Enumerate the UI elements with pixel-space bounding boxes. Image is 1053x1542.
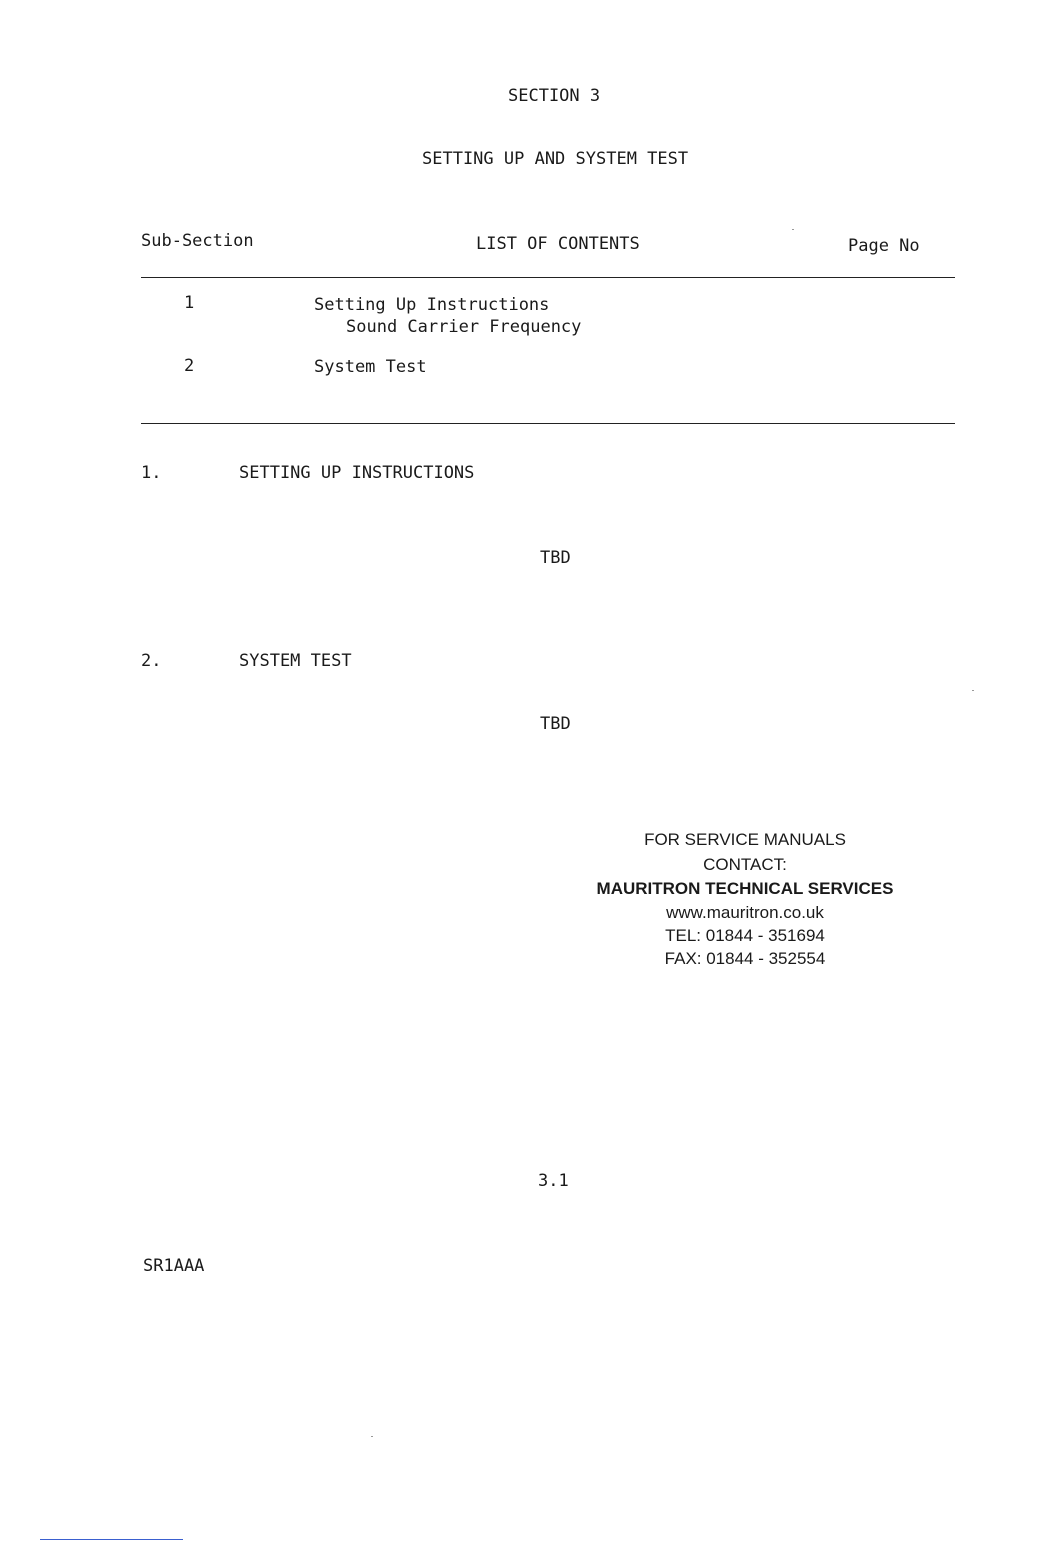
stamp-fax: FAX: 01844 - 352554 [664, 949, 826, 968]
section-1-number: 1. [141, 463, 162, 483]
contents-row-2-title: System Test [314, 357, 427, 377]
contents-row-1-title: Setting Up Instructions [314, 295, 550, 315]
table-top-rule [141, 277, 955, 278]
contents-row-2-num: 2 [184, 356, 195, 376]
col-header-contents: LIST OF CONTENTS [476, 234, 640, 254]
stamp-line-2: CONTACT: [703, 855, 787, 874]
table-bottom-rule [141, 423, 955, 424]
stamp-phone: TEL: 01844 - 351694 [665, 926, 825, 945]
scan-speck [371, 1436, 373, 1437]
bottom-edge-line [40, 1539, 183, 1540]
scan-speck [972, 690, 974, 691]
section-1-heading: SETTING UP INSTRUCTIONS [239, 463, 475, 483]
contents-row-1-subtitle: Sound Carrier Frequency [346, 317, 582, 337]
document-code: SR1AAA [143, 1256, 205, 1276]
stamp-line-1: FOR SERVICE MANUALS [644, 830, 846, 849]
section-2-heading: SYSTEM TEST [239, 651, 352, 671]
section-1-body: TBD [540, 548, 571, 568]
section-label: SECTION 3 [508, 86, 601, 106]
stamp-company: MAURITRON TECHNICAL SERVICES [596, 879, 894, 898]
stamp-website: www.mauritron.co.uk [666, 903, 824, 922]
scan-speck [792, 229, 794, 230]
page-title: SETTING UP AND SYSTEM TEST [422, 149, 689, 169]
contents-row-1-num: 1 [184, 293, 195, 313]
col-header-subsection: Sub-Section [141, 231, 254, 251]
page-number: 3.1 [538, 1171, 569, 1191]
section-2-number: 2. [141, 651, 162, 671]
section-2-body: TBD [540, 714, 571, 734]
col-header-page: Page No [848, 236, 920, 256]
